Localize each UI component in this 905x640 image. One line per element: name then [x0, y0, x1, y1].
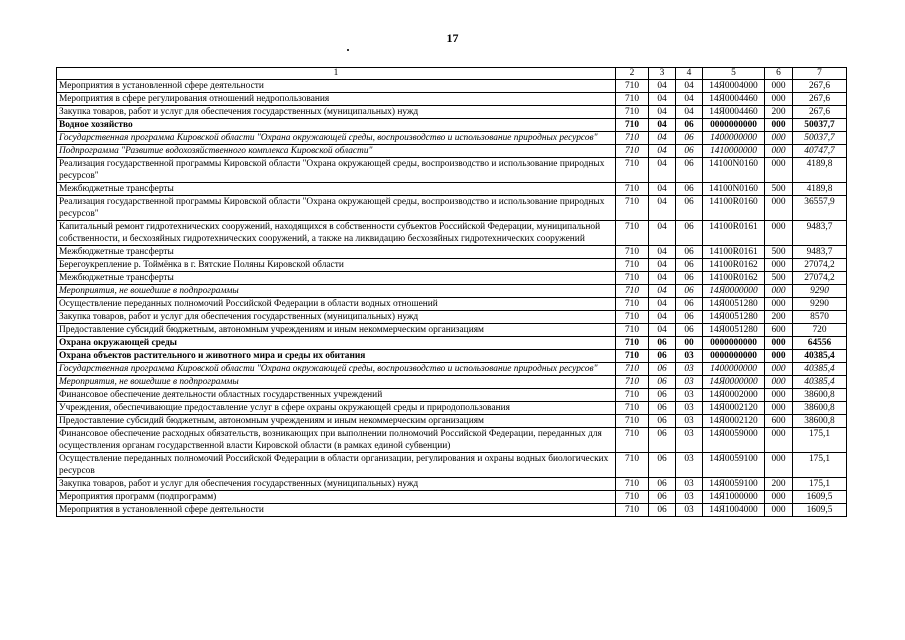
- row-code-cell: 710: [616, 298, 649, 311]
- row-description: Капитальный ремонт гидротехнических сооружений, находящихся в собственности субъектов Российской Федерации, муниципальной собственности, и бесхозяйных гидротехнических сооружений, а также на ликвидацию бесхозяйных гидротехнических сооружений: [57, 221, 616, 246]
- row-description: Подпрограмма "Развитие водохозяйственного комплекса Кировской области": [57, 145, 616, 158]
- row-code-cell: 06: [649, 376, 676, 389]
- row-description: Мероприятия, не вошедшие в подпрограммы: [57, 376, 616, 389]
- row-code-cell: 1609,5: [793, 491, 847, 504]
- row-code-cell: 1400000000: [703, 132, 765, 145]
- row-code-cell: 06: [676, 298, 703, 311]
- row-code-cell: 04: [649, 285, 676, 298]
- row-code-cell: 04: [649, 106, 676, 119]
- row-code-cell: 14100R0160: [703, 196, 765, 221]
- row-code-cell: 9290: [793, 298, 847, 311]
- table-row: [57, 453, 847, 478]
- row-description: Берегоукрепление р. Тоймёнка в г. Вятские Поляны Кировской области: [57, 259, 616, 272]
- row-code-cell: 000: [765, 80, 793, 93]
- row-code-cell: 06: [676, 145, 703, 158]
- row-code-cell: 14Я0051280: [703, 311, 765, 324]
- row-code-cell: 38600,8: [793, 415, 847, 428]
- table-row: [57, 145, 847, 158]
- row-code-cell: 14Я0059000: [703, 428, 765, 453]
- table-row: [57, 376, 847, 389]
- row-code-cell: 06: [649, 491, 676, 504]
- table-body: [57, 80, 847, 517]
- table-row: [57, 196, 847, 221]
- row-code-cell: 27074,2: [793, 259, 847, 272]
- row-description: Учреждения, обеспечивающие предоставление услуг в сфере охраны окружающей среды и природопользования: [57, 402, 616, 415]
- table-row: [57, 415, 847, 428]
- row-code-cell: 04: [649, 324, 676, 337]
- header-cell: 2: [616, 68, 649, 80]
- row-code-cell: 710: [616, 106, 649, 119]
- row-code-cell: 000: [765, 453, 793, 478]
- row-code-cell: 06: [676, 272, 703, 285]
- row-code-cell: 710: [616, 285, 649, 298]
- row-code-cell: 14Я0059100: [703, 453, 765, 478]
- row-code-cell: 000: [765, 285, 793, 298]
- row-code-cell: 710: [616, 272, 649, 285]
- budget-table: [56, 67, 847, 517]
- row-description: Мероприятия в установленной сфере деятельности: [57, 80, 616, 93]
- table-row: [57, 93, 847, 106]
- row-code-cell: 04: [649, 246, 676, 259]
- row-description: Мероприятия программ (подпрограмм): [57, 491, 616, 504]
- row-code-cell: 0000000000: [703, 337, 765, 350]
- header-cell: 6: [765, 68, 793, 80]
- row-code-cell: 03: [676, 453, 703, 478]
- row-code-cell: 000: [765, 145, 793, 158]
- header-cell: 5: [703, 68, 765, 80]
- row-code-cell: 000: [765, 363, 793, 376]
- row-code-cell: 000: [765, 376, 793, 389]
- row-description: Предоставление субсидий бюджетным, автономным учреждениям и иным некоммерческим организациям: [57, 415, 616, 428]
- row-code-cell: 14Я0002120: [703, 402, 765, 415]
- row-code-cell: 710: [616, 504, 649, 517]
- row-description: Государственная программа Кировской области "Охрана окружающей среды, воспроизводство и использование природных ресурсов": [57, 363, 616, 376]
- row-code-cell: 50037,7: [793, 119, 847, 132]
- row-code-cell: 710: [616, 196, 649, 221]
- row-code-cell: 03: [676, 376, 703, 389]
- row-code-cell: 1609,5: [793, 504, 847, 517]
- row-code-cell: 200: [765, 311, 793, 324]
- row-code-cell: 000: [765, 350, 793, 363]
- row-code-cell: 000: [765, 132, 793, 145]
- row-description: Финансовое обеспечение деятельности областных государственных учреждений: [57, 389, 616, 402]
- row-code-cell: 04: [649, 298, 676, 311]
- row-code-cell: 000: [765, 259, 793, 272]
- row-code-cell: 06: [649, 363, 676, 376]
- row-code-cell: 06: [649, 337, 676, 350]
- row-code-cell: 14Я0051280: [703, 298, 765, 311]
- table-row: [57, 285, 847, 298]
- header-cell: 1: [57, 68, 616, 80]
- row-code-cell: 40385,4: [793, 363, 847, 376]
- table-row: [57, 221, 847, 246]
- row-code-cell: 04: [649, 93, 676, 106]
- row-description: Закупка товаров, работ и услуг для обеспечения государственных (муниципальных) нужд: [57, 478, 616, 491]
- row-description: Закупка товаров, работ и услуг для обеспечения государственных (муниципальных) нужд: [57, 311, 616, 324]
- row-code-cell: 4189,8: [793, 158, 847, 183]
- row-code-cell: 9483,7: [793, 246, 847, 259]
- row-code-cell: 0000000000: [703, 350, 765, 363]
- row-code-cell: 06: [676, 119, 703, 132]
- table-row: [57, 246, 847, 259]
- row-code-cell: 000: [765, 389, 793, 402]
- row-description: Осуществление переданных полномочий Российской Федерации в области организации, регулирования и охраны водных биологических ресурсов: [57, 453, 616, 478]
- row-code-cell: 000: [765, 491, 793, 504]
- row-code-cell: 500: [765, 183, 793, 196]
- table-row: [57, 132, 847, 145]
- row-code-cell: 04: [649, 259, 676, 272]
- row-code-cell: 000: [765, 93, 793, 106]
- row-code-cell: 64556: [793, 337, 847, 350]
- row-code-cell: 175,1: [793, 453, 847, 478]
- table-row: [57, 389, 847, 402]
- row-code-cell: 710: [616, 132, 649, 145]
- row-code-cell: 200: [765, 478, 793, 491]
- row-code-cell: 00: [676, 337, 703, 350]
- table-row: [57, 119, 847, 132]
- row-code-cell: 710: [616, 324, 649, 337]
- row-code-cell: 04: [649, 145, 676, 158]
- table-row: [57, 298, 847, 311]
- row-code-cell: 04: [676, 80, 703, 93]
- row-code-cell: 06: [676, 285, 703, 298]
- row-code-cell: 14Я0000000: [703, 376, 765, 389]
- row-code-cell: 06: [649, 478, 676, 491]
- table-row: [57, 491, 847, 504]
- row-code-cell: 06: [676, 246, 703, 259]
- row-description: Мероприятия, не вошедшие в подпрограммы: [57, 285, 616, 298]
- row-code-cell: 267,6: [793, 93, 847, 106]
- row-code-cell: 0000000000: [703, 119, 765, 132]
- header-cell: 3: [649, 68, 676, 80]
- row-code-cell: 14Я0004460: [703, 106, 765, 119]
- row-code-cell: 14100R0161: [703, 246, 765, 259]
- row-code-cell: 14Я0000000: [703, 285, 765, 298]
- row-code-cell: 710: [616, 363, 649, 376]
- row-code-cell: 14100R0161: [703, 221, 765, 246]
- row-code-cell: 03: [676, 478, 703, 491]
- row-code-cell: 06: [676, 311, 703, 324]
- row-code-cell: 06: [649, 504, 676, 517]
- table-row: [57, 183, 847, 196]
- row-code-cell: 710: [616, 93, 649, 106]
- row-code-cell: 710: [616, 350, 649, 363]
- row-description: Межбюджетные трансферты: [57, 246, 616, 259]
- row-code-cell: 710: [616, 376, 649, 389]
- row-code-cell: 710: [616, 478, 649, 491]
- row-code-cell: 000: [765, 221, 793, 246]
- row-code-cell: 40747,7: [793, 145, 847, 158]
- table-row: [57, 106, 847, 119]
- row-description: Водное хозяйство: [57, 119, 616, 132]
- row-code-cell: 04: [649, 80, 676, 93]
- row-code-cell: 14Я0059100: [703, 478, 765, 491]
- row-code-cell: 06: [649, 389, 676, 402]
- row-code-cell: 14Я0051280: [703, 324, 765, 337]
- row-code-cell: 710: [616, 453, 649, 478]
- row-description: Реализация государственной программы Кировской области "Охрана окружающей среды, воспроизводство и использование природных ресурсов": [57, 158, 616, 183]
- row-code-cell: 600: [765, 324, 793, 337]
- row-code-cell: 000: [765, 504, 793, 517]
- row-description: Реализация государственной программы Кировской области "Охрана окружающей среды, воспроизводство и использование природных ресурсов": [57, 196, 616, 221]
- row-code-cell: 9290: [793, 285, 847, 298]
- row-code-cell: 06: [676, 259, 703, 272]
- row-code-cell: 175,1: [793, 428, 847, 453]
- row-code-cell: 06: [676, 196, 703, 221]
- row-code-cell: 710: [616, 158, 649, 183]
- row-code-cell: 04: [649, 132, 676, 145]
- table-row: [57, 478, 847, 491]
- row-code-cell: 06: [676, 158, 703, 183]
- row-code-cell: 06: [649, 453, 676, 478]
- table-row: [57, 350, 847, 363]
- row-code-cell: 40385,4: [793, 350, 847, 363]
- row-code-cell: 710: [616, 311, 649, 324]
- row-code-cell: 710: [616, 119, 649, 132]
- row-code-cell: 000: [765, 158, 793, 183]
- table-row: [57, 337, 847, 350]
- row-code-cell: 14Я1004000: [703, 504, 765, 517]
- row-code-cell: 50037,7: [793, 132, 847, 145]
- row-code-cell: 14100N0160: [703, 158, 765, 183]
- table-row: [57, 158, 847, 183]
- row-description: Государственная программа Кировской области "Охрана окружающей среды, воспроизводство и использование природных ресурсов": [57, 132, 616, 145]
- row-code-cell: 14100R0162: [703, 259, 765, 272]
- row-description: Закупка товаров, работ и услуг для обеспечения государственных (муниципальных) нужд: [57, 106, 616, 119]
- row-code-cell: 710: [616, 428, 649, 453]
- row-code-cell: 000: [765, 337, 793, 350]
- row-code-cell: 14Я1000000: [703, 491, 765, 504]
- row-description: Межбюджетные трансферты: [57, 272, 616, 285]
- table-row: [57, 363, 847, 376]
- row-description: Мероприятия в установленной сфере деятельности: [57, 504, 616, 517]
- table-row: [57, 428, 847, 453]
- header-cell: 4: [676, 68, 703, 80]
- table-row: [57, 504, 847, 517]
- row-code-cell: 710: [616, 145, 649, 158]
- row-code-cell: 000: [765, 428, 793, 453]
- table-row: [57, 324, 847, 337]
- row-code-cell: 03: [676, 402, 703, 415]
- row-code-cell: 38600,8: [793, 389, 847, 402]
- row-code-cell: 03: [676, 504, 703, 517]
- row-code-cell: 14Я0004000: [703, 80, 765, 93]
- table-row: [57, 272, 847, 285]
- row-code-cell: 1400000000: [703, 363, 765, 376]
- row-code-cell: 03: [676, 363, 703, 376]
- row-code-cell: 27074,2: [793, 272, 847, 285]
- table-header-row: [57, 68, 847, 80]
- row-code-cell: 06: [649, 415, 676, 428]
- row-code-cell: 04: [649, 196, 676, 221]
- row-description: Охрана объектов растительного и животного мира и среды их обитания: [57, 350, 616, 363]
- row-code-cell: 04: [676, 106, 703, 119]
- row-code-cell: 04: [649, 158, 676, 183]
- row-code-cell: 06: [676, 221, 703, 246]
- row-code-cell: 600: [765, 415, 793, 428]
- row-code-cell: 03: [676, 389, 703, 402]
- row-code-cell: 36557,9: [793, 196, 847, 221]
- row-code-cell: 200: [765, 106, 793, 119]
- row-description: Охрана окружающей среды: [57, 337, 616, 350]
- row-code-cell: 267,6: [793, 106, 847, 119]
- header-cell: 7: [793, 68, 847, 80]
- row-code-cell: 38600,8: [793, 402, 847, 415]
- row-code-cell: 000: [765, 196, 793, 221]
- row-description: Мероприятия в сфере регулирования отношений недропользования: [57, 93, 616, 106]
- row-code-cell: 14Я0002120: [703, 415, 765, 428]
- row-code-cell: 04: [649, 272, 676, 285]
- row-description: Финансовое обеспечение расходных обязательств, возникающих при выполнении полномочий Российской Федерации, переданных для осуществления органам государственной власти Кировской области (в рамках единой субвенции): [57, 428, 616, 453]
- row-code-cell: 267,6: [793, 80, 847, 93]
- row-code-cell: 4189,8: [793, 183, 847, 196]
- table-row: [57, 80, 847, 93]
- row-code-cell: 03: [676, 350, 703, 363]
- table-row: [57, 311, 847, 324]
- scan-speck: [347, 49, 349, 51]
- row-code-cell: 9483,7: [793, 221, 847, 246]
- row-code-cell: 04: [649, 221, 676, 246]
- row-code-cell: 710: [616, 491, 649, 504]
- row-description: Предоставление субсидий бюджетным, автономным учреждениям и иным некоммерческим организациям: [57, 324, 616, 337]
- row-code-cell: 04: [649, 119, 676, 132]
- row-code-cell: 40385,4: [793, 376, 847, 389]
- row-code-cell: 000: [765, 119, 793, 132]
- row-code-cell: 710: [616, 183, 649, 196]
- row-code-cell: 06: [649, 402, 676, 415]
- row-code-cell: 710: [616, 221, 649, 246]
- row-code-cell: 710: [616, 337, 649, 350]
- row-description: Осуществление переданных полномочий Российской Федерации в области водных отношений: [57, 298, 616, 311]
- row-code-cell: 14100R0162: [703, 272, 765, 285]
- row-code-cell: 06: [676, 183, 703, 196]
- row-code-cell: 04: [676, 93, 703, 106]
- row-code-cell: 500: [765, 246, 793, 259]
- page-number: 17: [446, 31, 459, 45]
- row-code-cell: 06: [676, 324, 703, 337]
- row-code-cell: 8570: [793, 311, 847, 324]
- row-code-cell: 06: [676, 132, 703, 145]
- table-row: [57, 259, 847, 272]
- row-code-cell: 03: [676, 428, 703, 453]
- row-code-cell: 710: [616, 246, 649, 259]
- table-row: [57, 402, 847, 415]
- row-code-cell: 175,1: [793, 478, 847, 491]
- row-code-cell: 04: [649, 183, 676, 196]
- row-code-cell: 03: [676, 491, 703, 504]
- row-code-cell: 710: [616, 402, 649, 415]
- row-code-cell: 14Я0004460: [703, 93, 765, 106]
- row-code-cell: 000: [765, 402, 793, 415]
- row-code-cell: 710: [616, 80, 649, 93]
- row-code-cell: 06: [649, 350, 676, 363]
- row-code-cell: 14100N0160: [703, 183, 765, 196]
- row-code-cell: 500: [765, 272, 793, 285]
- row-code-cell: 14Я0002000: [703, 389, 765, 402]
- row-code-cell: 000: [765, 298, 793, 311]
- row-code-cell: 1410000000: [703, 145, 765, 158]
- row-code-cell: 720: [793, 324, 847, 337]
- row-code-cell: 710: [616, 259, 649, 272]
- row-code-cell: 06: [649, 428, 676, 453]
- row-code-cell: 710: [616, 389, 649, 402]
- row-description: Межбюджетные трансферты: [57, 183, 616, 196]
- row-code-cell: 04: [649, 311, 676, 324]
- row-code-cell: 710: [616, 415, 649, 428]
- row-code-cell: 03: [676, 415, 703, 428]
